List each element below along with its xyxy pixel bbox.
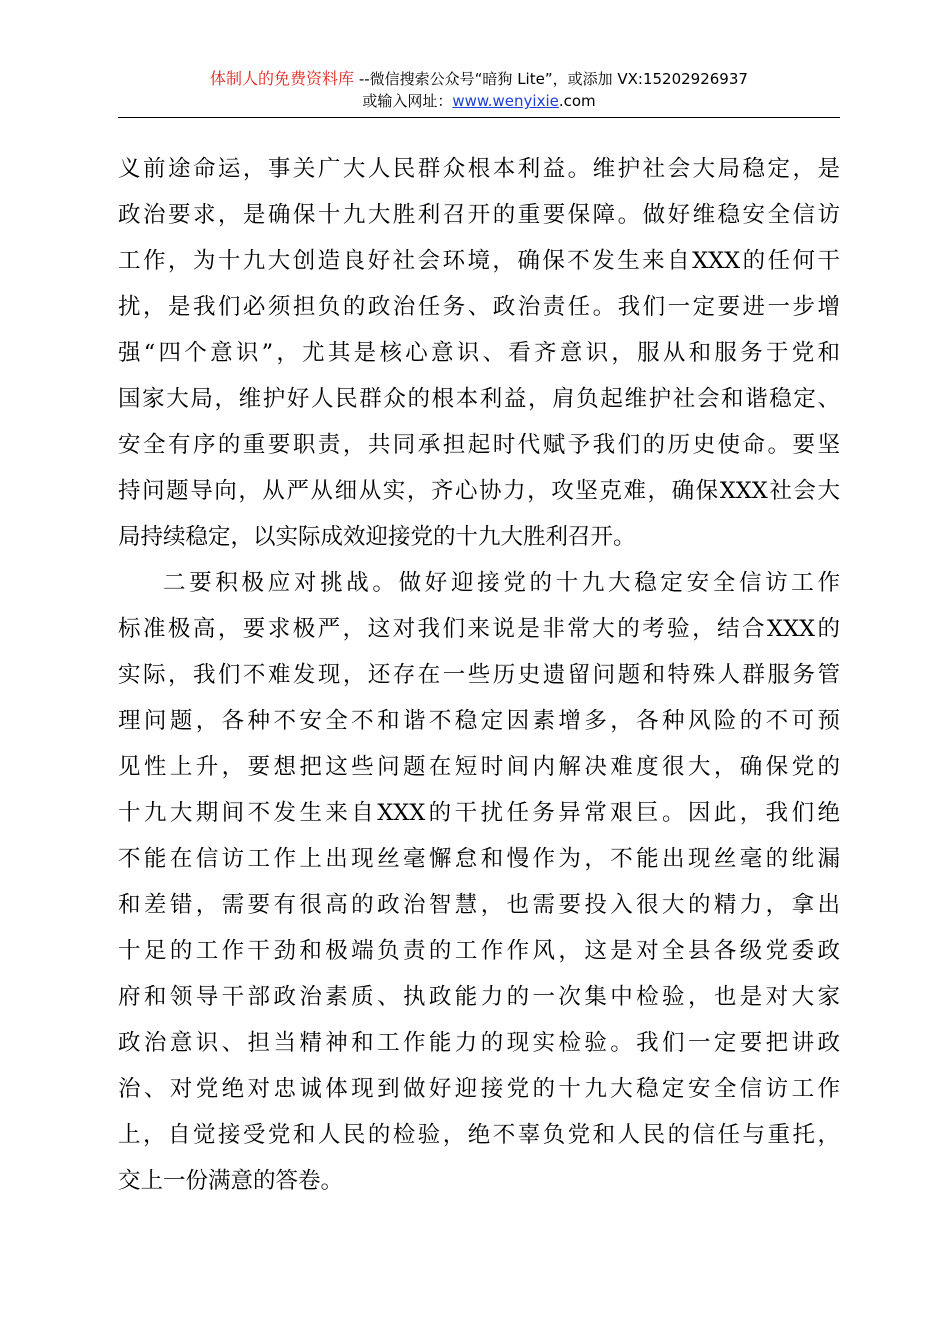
body-line: 强“四个意识”，尤其是核心意识、看齐意识，服从和服务于党和	[118, 340, 840, 366]
body-line: 标准极高，要求极严，这对我们来说是非常大的考验，结合XXX的	[118, 616, 840, 642]
body-line: 府和领导干部政治素质、执政能力的一次集中检验，也是对大家	[118, 984, 840, 1010]
header-contact-info: --微信搜索公众号“暗狗 Lite”，或添加 VX:15202926937	[354, 70, 748, 88]
header-url-suffix: .com	[558, 92, 596, 110]
body-line: 见性上升，要想把这些问题在短时间内解决难度很大，确保党的	[118, 754, 840, 780]
body-line: 局持续稳定，以实际成效迎接党的十九大胜利召开。	[118, 524, 636, 550]
body-line: 工作，为十九大创造良好社会环境，确保不发生来自XXX的任何干	[118, 248, 840, 274]
header-divider	[118, 117, 840, 118]
body-line: 义前途命运，事关广大人民群众根本利益。维护社会大局稳定，是	[118, 156, 840, 182]
body-line: 不能在信访工作上出现丝毫懈怠和慢作为，不能出现丝毫的纰漏	[118, 846, 840, 872]
body-line: 十九大期间不发生来自XXX的干扰任务异常艰巨。因此，我们绝	[118, 800, 840, 826]
header-url-prefix: 或输入网址：	[362, 92, 453, 110]
body-line: 政治要求，是确保十九大胜利召开的重要保障。做好维稳安全信访	[118, 202, 840, 228]
body-line: 政治意识、担当精神和工作能力的现实检验。我们一定要把讲政	[118, 1030, 840, 1056]
page-header	[118, 68, 840, 112]
body-line: 十足的工作干劲和极端负责的工作作风，这是对全县各级党委政	[118, 938, 840, 964]
header-line-1	[118, 68, 840, 90]
header-url-link[interactable]: www.wenyixie	[452, 92, 559, 110]
document-body	[118, 146, 840, 1204]
body-line: 持问题导向，从严从细从实，齐心协力，攻坚克难，确保XXX社会大	[118, 478, 840, 504]
body-line: 上，自觉接受党和人民的检验，绝不辜负党和人民的信任与重托，	[118, 1122, 840, 1148]
body-line: 交上一份满意的答卷。	[118, 1168, 344, 1194]
body-line: 扰，是我们必须担负的政治任务、政治责任。我们一定要进一步增	[118, 294, 840, 320]
body-line: 和差错，需要有很高的政治智慧，也需要投入很大的精力，拿出	[118, 892, 840, 918]
body-line: 实际，我们不难发现，还存在一些历史遗留问题和特殊人群服务管	[118, 662, 840, 688]
body-line-paragraph-start: 二要积极应对挑战。做好迎接党的十九大稳定安全信访工作	[163, 570, 840, 596]
body-line: 国家大局，维护好人民群众的根本利益，肩负起维护社会和谐稳定、	[118, 386, 840, 412]
body-line: 理问题，各种不安全不和谐不稳定因素增多，各种风险的不可预	[118, 708, 840, 734]
header-line-2	[118, 90, 840, 112]
body-line: 安全有序的重要职责，共同承担起时代赋予我们的历史使命。要坚	[118, 432, 840, 458]
header-brand: 体制人的免费资料库	[210, 69, 355, 88]
body-line: 治、对党绝对忠诚体现到做好迎接党的十九大稳定安全信访工作	[118, 1076, 840, 1102]
